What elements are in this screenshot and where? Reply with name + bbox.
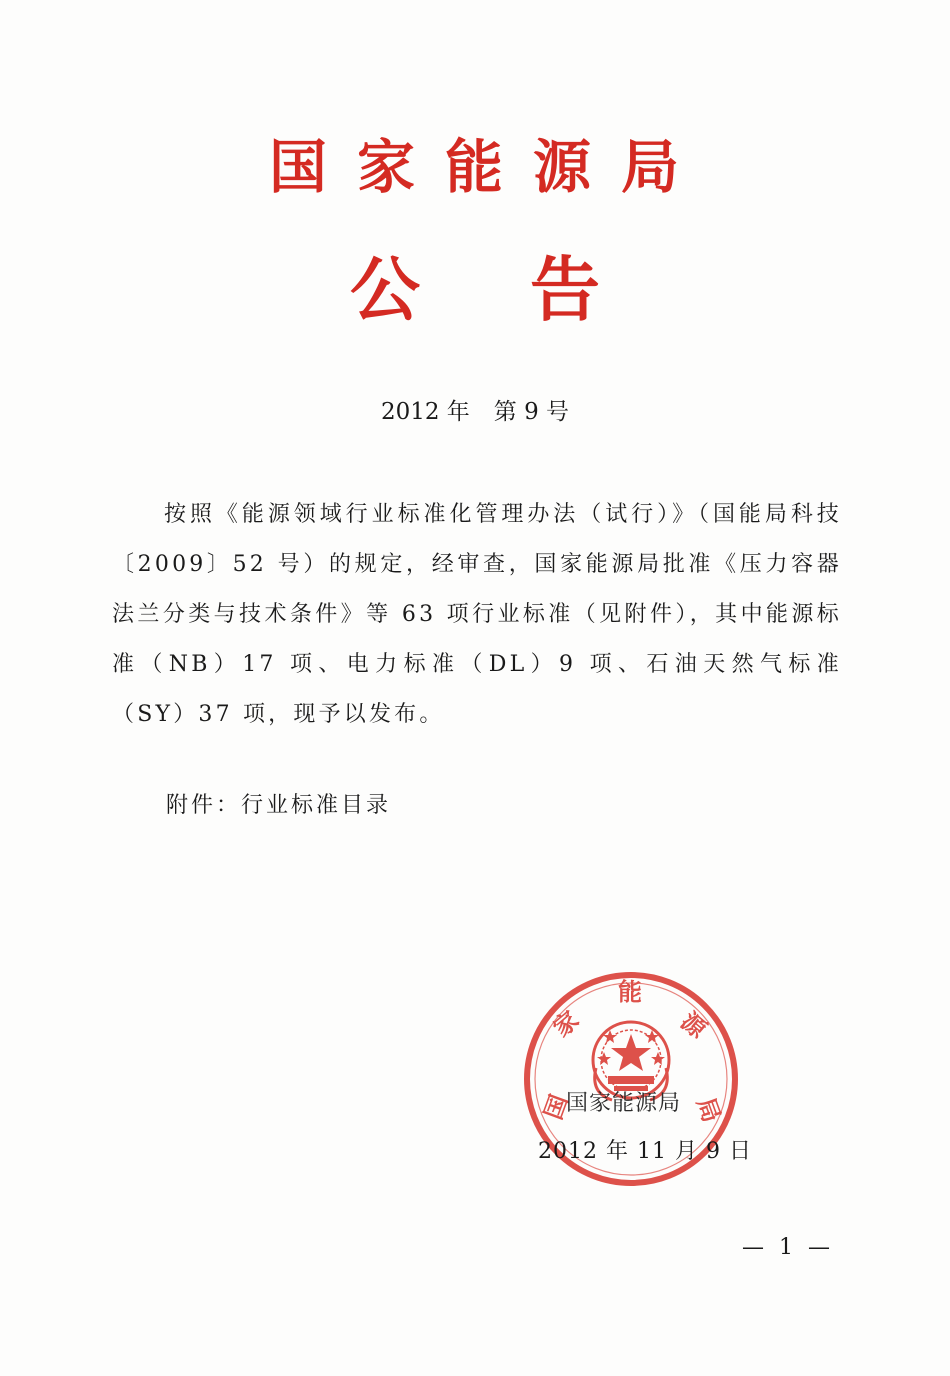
issuing-organization-title: 国家能源局	[268, 133, 709, 201]
document-type-heading: 公告	[350, 248, 710, 331]
attachment-line: 附件：行业标准目录	[166, 793, 392, 818]
svg-text:源: 源	[675, 1006, 713, 1044]
document-year: 2012 年	[380, 399, 470, 425]
announcement-body: 按照《能源领域行业标准化管理办法（试行）》（国能局科技〔2009〕52 号）的规定，经审查，国家能源局批准《压力容器法兰分类与技术条件》等 63 项行业标准（见附件），其中能源标准（NB）17 项、电力标准（DL）9 项、石油天然气标准（SY）37 项，现予以发布。	[112, 502, 842, 727]
signing-organization: 国家能源局	[566, 1091, 682, 1116]
document-number	[0, 396, 950, 428]
svg-text:局: 局	[691, 1093, 727, 1126]
svg-text:国: 国	[538, 1090, 574, 1124]
page-number: — 1 —	[742, 1235, 834, 1260]
document-serial-number: 第 9 号	[493, 399, 570, 425]
signing-date: 2012 年 11 月 9 日	[538, 1139, 752, 1164]
svg-text:家: 家	[547, 1004, 585, 1043]
svg-text:能: 能	[618, 977, 642, 1006]
